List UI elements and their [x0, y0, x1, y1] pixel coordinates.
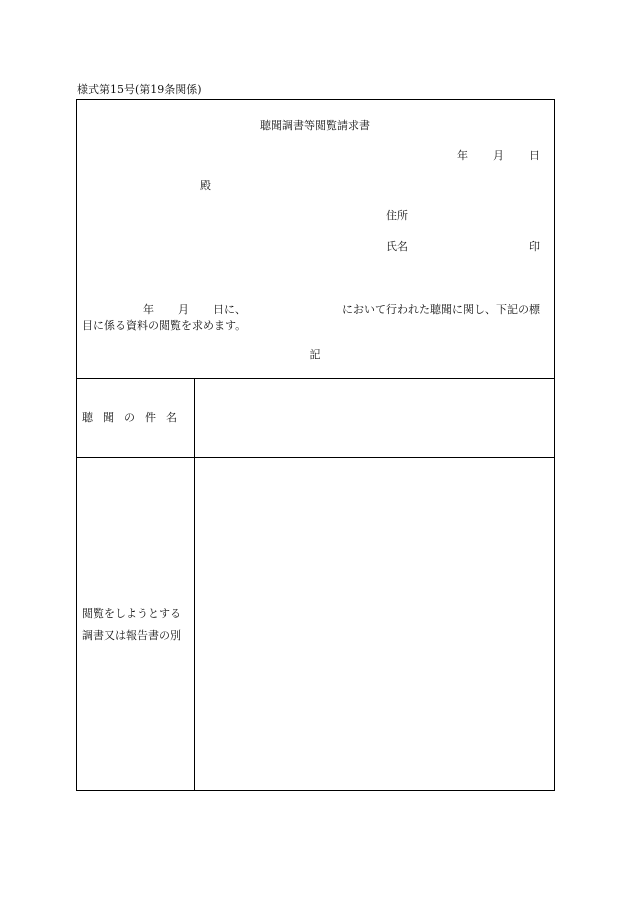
date-year-label: 年 [457, 149, 468, 162]
name-label: 氏名 [386, 240, 408, 253]
body-day-label: 日に、 [213, 303, 246, 316]
addressee-suffix: 殿 [200, 179, 211, 192]
body-month-label: 月 [178, 303, 189, 316]
ki-heading: 記 [309, 348, 321, 361]
body-second-line: 目に係る資料の閲覧を求めます。 [82, 319, 247, 332]
body-year-label: 年 [143, 303, 154, 316]
subject-label: 聴聞の件名 [82, 411, 187, 424]
form-title: 聴聞調書等閲覧請求書 [260, 119, 370, 132]
body-where-clause: において行われた聴聞に関し、下記の標 [342, 303, 540, 316]
seal-label: 印 [529, 240, 540, 253]
divider-header [76, 378, 555, 379]
column-divider [194, 378, 195, 791]
document-kind-label-line2: 調書又は報告書の別 [82, 629, 181, 642]
divider-row [76, 457, 555, 458]
date-day-label: 日 [529, 149, 540, 162]
address-label: 住所 [386, 209, 408, 222]
form-number: 様式第15号(第19条関係) [77, 83, 202, 96]
date-month-label: 月 [493, 149, 504, 162]
form-frame [76, 99, 555, 791]
document-kind-label-line1: 閲覧をしようとする [82, 607, 181, 620]
